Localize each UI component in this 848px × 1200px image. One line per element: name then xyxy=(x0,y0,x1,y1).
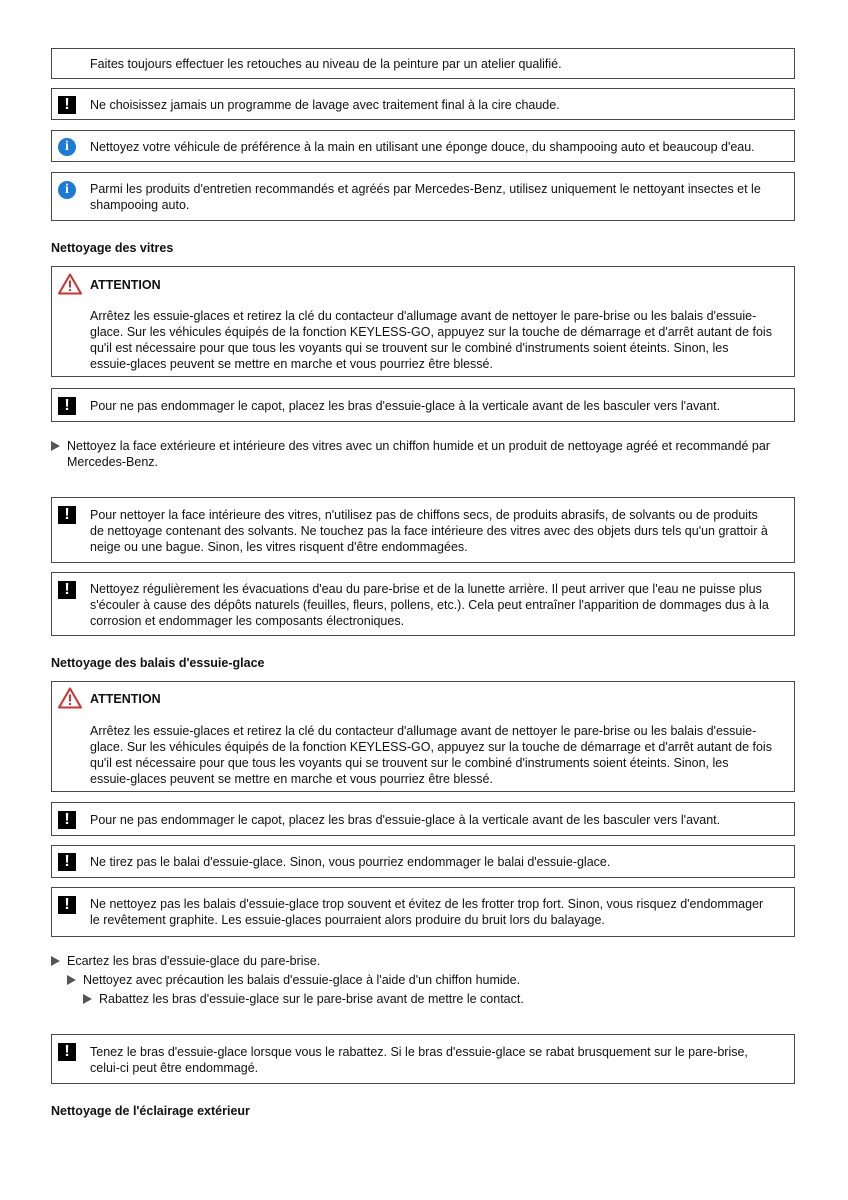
step-text: Nettoyez la face extérieure et intérieure des vitres avec un chiffon humide et un produit de nettoyage agréé et recommandé par Mercedes-Benz. xyxy=(67,439,770,469)
exclamation-icon: ! xyxy=(58,506,76,524)
step-text: Nettoyez avec précaution les balais d'essuie-glace à l'aide d'un chiffon humide. xyxy=(83,973,521,987)
warning-box-wipers-2 xyxy=(51,681,795,792)
caution-box-wax xyxy=(51,88,795,120)
note-text: Tenez le bras d'essuie-glace lorsque vous le rabattez. Si le bras d'essuie-glace se rabat brusquement sur le pare-brise, celui-ci peut être endommagé. xyxy=(90,1045,748,1075)
caution-box-hood xyxy=(51,388,795,422)
note-text: Faites toujours effectuer les retouches au niveau de la peinture par un atelier qualifié. xyxy=(90,57,562,71)
info-box-products xyxy=(51,172,795,221)
note-text: Pour ne pas endommager le capot, placez les bras d'essuie-glace à la verticale avant de les basculer vers l'avant. xyxy=(90,813,721,827)
caution-box-hood-2 xyxy=(51,802,795,836)
step-text: Ecartez les bras d'essuie-glace du pare-brise. xyxy=(67,954,321,968)
warning-triangle-icon xyxy=(58,273,82,295)
caution-box-drains xyxy=(51,572,795,636)
note-text: Nettoyez régulièrement les évacuations d'eau du pare-brise et de la lunette arrière. Il peut arriver que l'eau ne puisse plus s'écouler à cause des dépôts naturels (feuilles, fleurs, pollens, etc.). Cela peut entraîner l'apparition de dommages dus à la corrosion et endommager les composants électroniques. xyxy=(90,582,769,628)
exclamation-icon: ! xyxy=(58,96,76,114)
section-heading-exterior-lighting: Nettoyage de l'éclairage extérieur xyxy=(51,1104,250,1118)
warning-triangle-icon xyxy=(58,687,82,709)
instruction-substep xyxy=(83,991,796,1007)
warning-text: Arrêtez les essuie-glaces et retirez la clé du contacteur d'allumage avant de nettoyer le pare-brise ou les balais d'essuie-glace. Sur les véhicules équipés de la fonction KEYLESS-GO, appuyez sur la touche de démarrage et d'arrêt autant de fois qu'il est nécessaire pour que tous les voyants qui se trouvent sur le combiné d'instruments soient éteints. Sinon, les essuie-glaces peuvent se mettre en marche et vous pourriez être blessé. xyxy=(90,309,772,371)
exclamation-icon: ! xyxy=(58,581,76,599)
step-arrow-icon xyxy=(83,994,92,1004)
step-arrow-icon xyxy=(67,975,76,985)
step-text: Rabattez les bras d'essuie-glace sur le pare-brise avant de mettre le contact. xyxy=(99,992,524,1006)
exclamation-icon: ! xyxy=(58,397,76,415)
info-icon: i xyxy=(58,138,76,156)
note-text: Ne nettoyez pas les balais d'essuie-glace trop souvent et évitez de les frotter trop fort. Sinon, vous risquez d'endommager le revêtement graphite. Les essuie-glaces pourraient alors produire du bruit lors du balayage. xyxy=(90,897,764,927)
instruction-step xyxy=(51,953,796,969)
note-text: Ne tirez pas le balai d'essuie-glace. Sinon, vous pourriez endommager le balai d'essuie-glace. xyxy=(90,855,611,869)
warning-title: ATTENTION xyxy=(90,278,161,292)
exclamation-icon: ! xyxy=(58,853,76,871)
section-heading-windows: Nettoyage des vitres xyxy=(51,241,174,255)
note-box-paint xyxy=(51,48,795,79)
caution-box-pull-blade xyxy=(51,845,795,878)
note-text: Pour nettoyer la face intérieure des vitres, n'utilisez pas de chiffons secs, de produits abrasifs, de solvants ou de produits de nettoyage contenant des solvants. Ne touchez pas la face intérieure des vitres avec des objets durs tels qu'un grattoir à neige ou une bague. Sinon, les vitres risquent d'être endommagées. xyxy=(90,508,768,554)
exclamation-icon: ! xyxy=(58,811,76,829)
warning-box-wipers xyxy=(51,266,795,377)
caution-box-fold-back xyxy=(51,1034,795,1084)
step-arrow-icon xyxy=(51,441,60,451)
note-text: Ne choisissez jamais un programme de lavage avec traitement final à la cire chaude. xyxy=(90,98,560,112)
note-text: Parmi les produits d'entretien recommandés et agréés par Mercedes-Benz, utilisez uniquement le nettoyant insectes et le shampooing auto. xyxy=(90,182,761,212)
step-arrow-icon xyxy=(51,956,60,966)
note-text: Nettoyez votre véhicule de préférence à la main en utilisant une éponge douce, du shampooing auto et beaucoup d'eau. xyxy=(90,140,755,154)
caution-box-graphite xyxy=(51,887,795,937)
warning-text: Arrêtez les essuie-glaces et retirez la clé du contacteur d'allumage avant de nettoyer le pare-brise ou les balais d'essuie-glace. Sur les véhicules équipés de la fonction KEYLESS-GO, appuyez sur la touche de démarrage et d'arrêt autant de fois qu'il est nécessaire pour que tous les voyants qui se trouvent sur le combiné d'instruments soient éteints. Sinon, les essuie-glaces peuvent se mettre en marche et vous pourriez être blessé. xyxy=(90,724,772,786)
instruction-step xyxy=(51,438,796,470)
warning-title: ATTENTION xyxy=(90,692,161,706)
caution-box-inner-glass xyxy=(51,497,795,563)
info-icon: i xyxy=(58,181,76,199)
instruction-substep xyxy=(67,972,796,988)
exclamation-icon: ! xyxy=(58,1043,76,1061)
exclamation-icon: ! xyxy=(58,896,76,914)
info-box-hand-wash xyxy=(51,130,795,162)
section-heading-wiper-blades: Nettoyage des balais d'essuie-glace xyxy=(51,656,265,670)
note-text: Pour ne pas endommager le capot, placez les bras d'essuie-glace à la verticale avant de les basculer vers l'avant. xyxy=(90,399,721,413)
